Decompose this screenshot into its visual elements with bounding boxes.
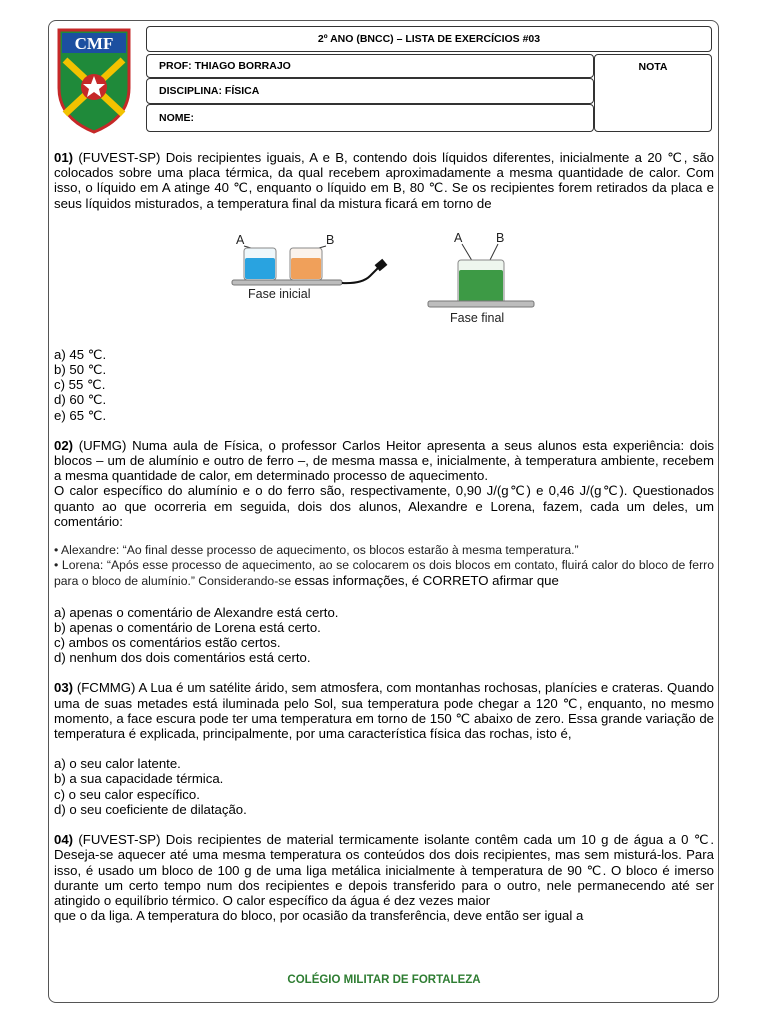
- fig1-label-a: A: [236, 233, 245, 247]
- question-4-statement: (FUVEST-SP) Dois recipientes de material termicamente isolante contêm cada um 10 g de água a 0 ℃. Deseja-se aquecer até uma mesma temperatura os conteúdos dos dois recipientes, mas sem misturá-los. Para isso, é usado um bloco de 100 g de uma liga metálica inicialmente à temperatura de 90 ℃. O bloco é imerso durante um certo tempo num dos recipientes e depois transferido para o outro, nele permanecendo até ser atingido o equilíbrio térmico. O calor específico da água é dez vezes maior: [54, 832, 714, 908]
- q3-option-b[interactable]: b) a sua capacidade térmica.: [54, 771, 224, 787]
- lorena-comment: [54, 558, 714, 589]
- q2-option-c[interactable]: c) ambos os comentários estão certos.: [54, 635, 281, 651]
- figure-initial-phase: [222, 228, 408, 302]
- lorena-comment-text: • Lorena: “Após esse processo de aquecimento, ao se colocarem os dois blocos em contato, fluirá calor do bloco de ferro para o bloco de alumínio.” Considerando-se: [54, 558, 714, 589]
- subject-label: DISCIPLINA: FÍSICA: [159, 85, 260, 97]
- logo-text: CMF: [74, 34, 114, 53]
- q3-option-c[interactable]: c) o seu calor específico.: [54, 786, 200, 802]
- q3-option-d[interactable]: d) o seu coeficiente de dilatação.: [54, 801, 247, 817]
- q1-option-e[interactable]: e) 65 ℃.: [54, 407, 107, 423]
- q1-option-a[interactable]: a) 45 ℃.: [54, 346, 107, 362]
- name-label: NOME:: [159, 112, 194, 124]
- beaker-a-liquid: [245, 258, 275, 279]
- q1-option-b[interactable]: b) 50 ℃.: [54, 362, 107, 378]
- question-2-options: [54, 605, 714, 666]
- question-2: [54, 438, 714, 666]
- hot-plate: [232, 280, 342, 285]
- nota-box[interactable]: [594, 54, 712, 132]
- footer-school-name: COLÉGIO MILITAR DE FORTALEZA: [287, 974, 481, 986]
- question-2-text-2: O calor específico do alumínio e o do ferro são, respectivamente, 0,90 J/(g℃) e 0,46 J/(g℃). Questionados quanto ao que ocorreria em seguida, dois dos alunos, Alexandre e Lorena, fazem, cada um deles, um comentário:: [54, 483, 714, 529]
- question-4-tail: que o da liga. A temperatura do bloco, por ocasião da transferência, deve então ser igual a: [54, 908, 584, 924]
- mixed-liquid: [459, 270, 503, 303]
- list-title: 2º ANO (BNCC) – LISTA DE EXERCÍCIOS #03: [317, 33, 541, 45]
- disciplina-box: [146, 78, 594, 104]
- question-1-statement: (FUVEST-SP) Dois recipientes iguais, A e B, contendo dois líquidos diferentes, inicialmente a 20 ℃, são colocados sobre uma placa térmica, da qual recebem aproximadamente a mesma quantidade de calor. Com isso, o líquido em A atinge 40 ℃, enquanto o líquido em B, 80 ℃. Se os recipientes forem retirados da placa e seus líquidos misturados, a temperatura final da mistura ficará em torno de: [54, 150, 714, 211]
- question-2-statement: (UFMG) Numa aula de Física, o professor Carlos Heitor apresenta a seus alunos esta experiência: dois blocos – um de alumínio e outro de ferro –, de mesma massa e, inicialmente, à temperatura ambiente, recebem a mesma quantidade de calor, em determinado processo de aquecimento.: [54, 437, 714, 484]
- question-1-options: [54, 347, 714, 423]
- question-3: [54, 680, 714, 817]
- question-3-statement: (FCMMG) A Lua é um satélite árido, sem atmosfera, com montanhas rochosas, planícies e crateras. Quando uma de suas metades está iluminada pelo Sol, sua temperatura pode chegar a 120 ℃, enquanto, no mesmo momento, a face escura pode ter uma temperatura em torno de 150 ℃ abaixo de zero. Essa grande variação de temperatura é explicada, principalmente, por uma característica física das rochas, isto é,: [54, 680, 714, 742]
- alexandre-comment: • Alexandre: “Ao final desse processo de aquecimento, os blocos estarão à mesma temperatura.”: [54, 543, 579, 558]
- prof-box: [146, 54, 594, 78]
- question-4: [54, 832, 714, 923]
- question-2-prompt: essas informações, é CORRETO afirmar que: [294, 573, 559, 589]
- fig2-caption: Fase final: [450, 311, 505, 325]
- teacher-name: PROF: THIAGO BORRAJO: [159, 60, 291, 72]
- school-crest-logo: [55, 26, 133, 134]
- beaker-b-liquid: [291, 258, 321, 279]
- fig2-label-b: B: [496, 231, 505, 245]
- question-3-text: [54, 680, 714, 741]
- q2-option-a[interactable]: a) apenas o comentário de Alexandre está certo.: [54, 604, 339, 620]
- header-title-box: [146, 26, 712, 52]
- fig2-label-a: A: [454, 231, 463, 245]
- question-2-text: [54, 438, 714, 484]
- question-4-text: [54, 832, 714, 908]
- fig1-label-b: B: [326, 233, 335, 247]
- figure-final-phase: [424, 228, 540, 328]
- q3-option-a[interactable]: a) o seu calor latente.: [54, 756, 181, 772]
- q1-option-d[interactable]: d) 60 ℃.: [54, 392, 107, 408]
- q2-option-d[interactable]: d) nenhum dos dois comentários está certo.: [54, 650, 311, 666]
- q1-option-c[interactable]: c) 55 ℃.: [54, 377, 106, 393]
- question-1-number: 01): [54, 150, 74, 165]
- final-plate: [428, 301, 534, 307]
- question-4-number: 04): [54, 832, 74, 848]
- q2-option-b[interactable]: b) apenas o comentário de Lorena está certo.: [54, 619, 321, 635]
- fig1-caption: Fase inicial: [248, 287, 311, 301]
- name-field[interactable]: [146, 104, 594, 132]
- question-3-options: [54, 756, 714, 817]
- question-3-number: 03): [54, 680, 74, 696]
- grade-label: NOTA: [638, 61, 668, 73]
- question-2-number: 02): [54, 437, 74, 453]
- question-1-text: [54, 150, 714, 211]
